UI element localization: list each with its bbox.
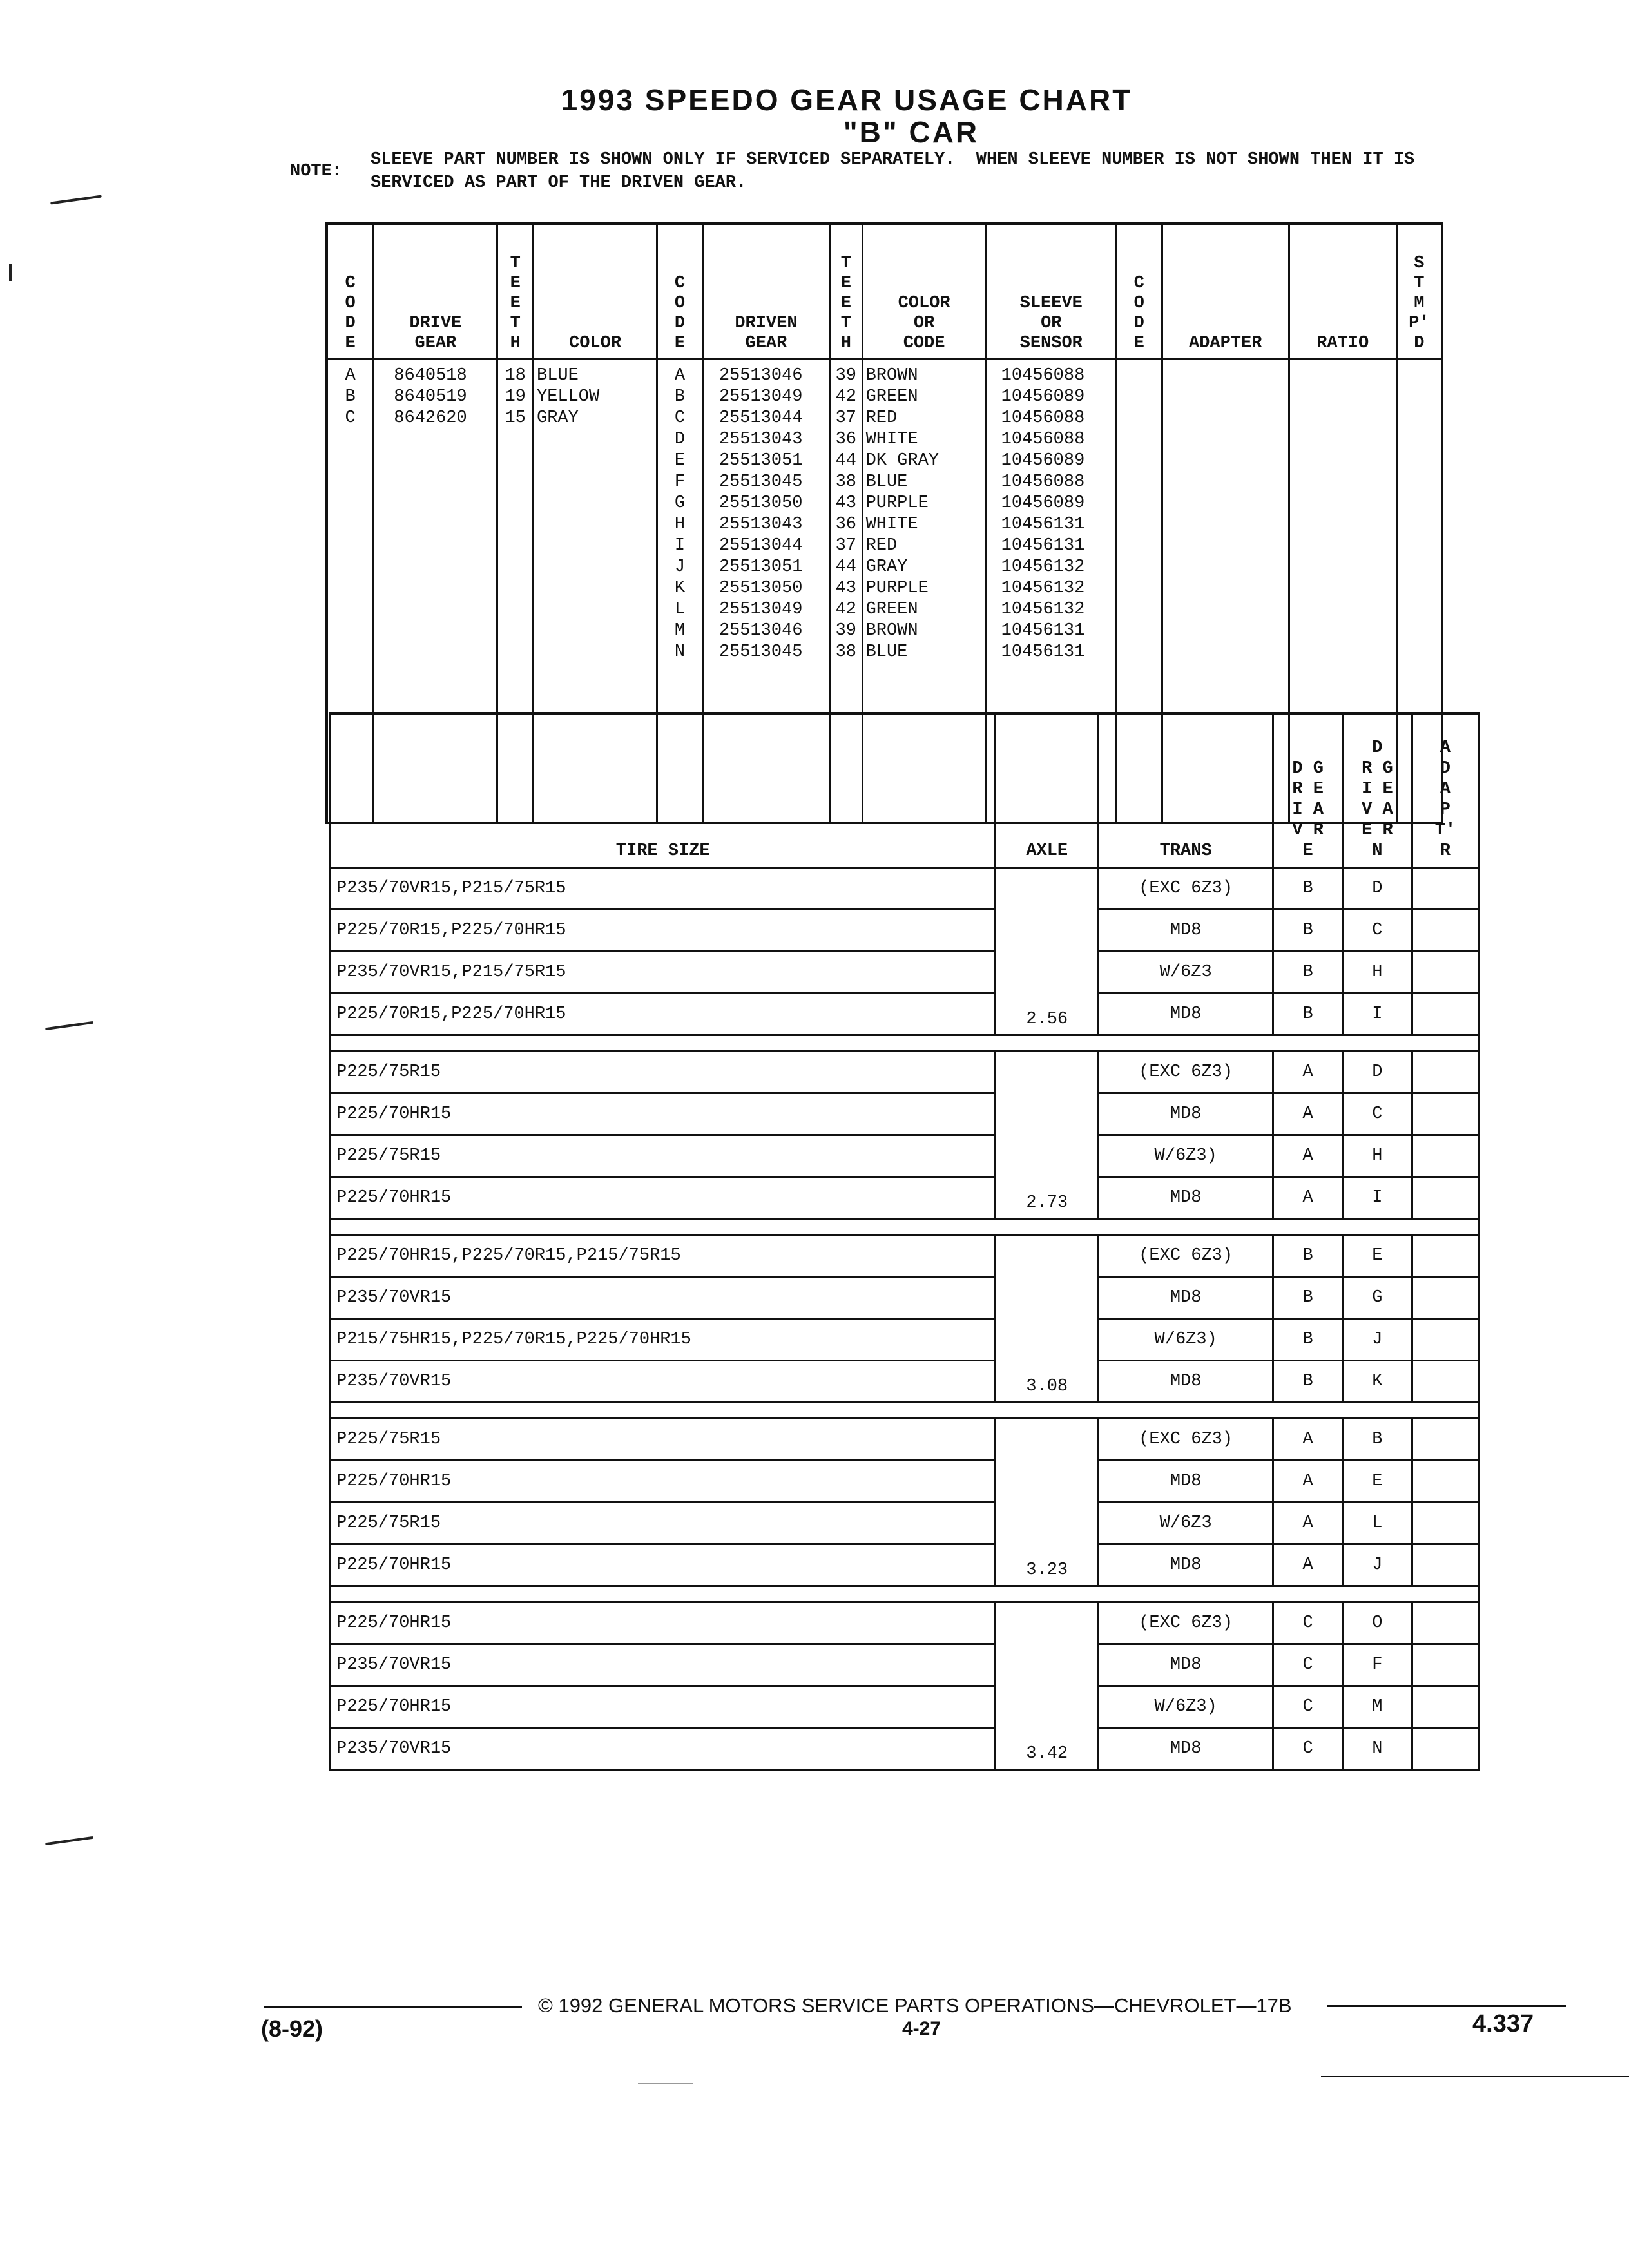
- tire-size-cell: P235/70VR15,P215/75R15: [330, 952, 996, 994]
- table-row: [330, 994, 1479, 1035]
- table-row: [330, 1602, 1479, 1644]
- tire-size-cell: P225/75R15: [330, 1503, 996, 1544]
- header-driven-gear: D R G I E V A E R N: [1343, 713, 1412, 868]
- header-ratio: RATIO: [1316, 334, 1369, 353]
- table-row: [330, 1135, 1479, 1177]
- trans-cell: (EXC 6Z3): [1099, 1052, 1273, 1093]
- tire-size-cell: P225/70HR15: [330, 1461, 996, 1503]
- driven-gear-cell: N: [1343, 1728, 1412, 1771]
- drive-gear-cell: B: [1273, 910, 1343, 952]
- axle-cell: 2.73: [996, 1052, 1099, 1219]
- driven-gear-cell: D: [1343, 1052, 1412, 1093]
- driven-gear-cell: F: [1343, 1644, 1412, 1686]
- footer-bottom-rule: [1321, 2076, 1629, 2077]
- header-code: C O D E: [345, 274, 356, 353]
- driven-color-column: BROWN GREEN RED WHITE DK GRAY BLUE PURPLE WHITE RED GRAY PURPLE GREEN BROWN BLUE: [862, 359, 986, 823]
- tire-size-cell: P225/70R15,P225/70HR15: [330, 994, 996, 1035]
- adapter-cell: [1412, 868, 1479, 910]
- header-sleeve-or-sensor: SLEEVE OR SENSOR: [1019, 294, 1083, 353]
- driven-code-column: A B C D E F G H I J K L M N: [657, 359, 703, 823]
- axle-cell: 3.42: [996, 1602, 1099, 1771]
- sleeve-column: 10456088 10456089 10456088 10456088 10456089 10456088 10456089 10456131 10456131 10456132 10456132 10456132 10456131 10456131: [986, 359, 1116, 823]
- note-label: NOTE:: [290, 162, 343, 181]
- header-drive-gear: D G R E I A V R E: [1273, 713, 1343, 868]
- trans-cell: MD8: [1099, 1277, 1273, 1319]
- header-drive-gear: DRIVE GEAR: [409, 314, 462, 353]
- trans-cell: MD8: [1099, 910, 1273, 952]
- trans-cell: W/6Z3: [1099, 1503, 1273, 1544]
- header-stmpd: S T M P' D: [1409, 254, 1430, 353]
- footer-section: 4.337: [1472, 2010, 1534, 2037]
- drive-gear-cell: B: [1273, 1277, 1343, 1319]
- trans-cell: (EXC 6Z3): [1099, 1602, 1273, 1644]
- drive-gear-cell: C: [1273, 1602, 1343, 1644]
- driven-gear-cell: G: [1343, 1277, 1412, 1319]
- drive-gear-cell: C: [1273, 1728, 1343, 1771]
- adapter-cell: [1412, 1319, 1479, 1361]
- drive-gear-cell: A: [1273, 1544, 1343, 1586]
- trans-cell: MD8: [1099, 1461, 1273, 1503]
- tire-size-cell: P225/70HR15: [330, 1177, 996, 1219]
- drive-gear-cell: B: [1273, 868, 1343, 910]
- driven-gear-cell: E: [1343, 1461, 1412, 1503]
- trans-cell: MD8: [1099, 1644, 1273, 1686]
- table-row: [330, 1503, 1479, 1544]
- group-separator: [330, 1403, 1479, 1419]
- table-row: [330, 868, 1479, 910]
- adapter-cell: [1412, 1235, 1479, 1277]
- driven-gear-cell: I: [1343, 1177, 1412, 1219]
- tire-size-cell: P225/75R15: [330, 1419, 996, 1461]
- adapter-cell: [1412, 910, 1479, 952]
- tire-size-cell: P235/70VR15: [330, 1361, 996, 1403]
- adapter-cell: [1412, 1686, 1479, 1728]
- note-line-2: SERVICED AS PART OF THE DRIVEN GEAR.: [371, 173, 747, 193]
- driven-gear-cell: C: [1343, 910, 1412, 952]
- adapter-cell: [1412, 1461, 1479, 1503]
- driven-gear-cell: E: [1343, 1235, 1412, 1277]
- drive-gear-cell: B: [1273, 952, 1343, 994]
- table-row: [330, 1319, 1479, 1361]
- adapter-cell: [1412, 1728, 1479, 1771]
- tire-size-cell: P225/70HR15: [330, 1093, 996, 1135]
- header-teeth: T E E T H: [510, 254, 521, 353]
- trans-cell: MD8: [1099, 1093, 1273, 1135]
- tire-size-cell: P225/75R15: [330, 1135, 996, 1177]
- trans-cell: MD8: [1099, 1728, 1273, 1771]
- header-tire-size: TIRE SIZE: [330, 713, 996, 868]
- header-color-or-code: COLOR OR CODE: [898, 294, 950, 353]
- adapter-cell: [1412, 1544, 1479, 1586]
- trans-cell: W/6Z3): [1099, 1686, 1273, 1728]
- tire-size-cell: P225/75R15: [330, 1052, 996, 1093]
- footer-rule-left: [264, 2006, 522, 2008]
- page-title: 1993 SPEEDO GEAR USAGE CHART: [561, 83, 1133, 117]
- trans-cell: MD8: [1099, 1361, 1273, 1403]
- driven-gear-cell: M: [1343, 1686, 1412, 1728]
- table-row: [330, 952, 1479, 994]
- table-row: [330, 1686, 1479, 1728]
- drive-color-column: BLUE YELLOW GRAY: [534, 359, 657, 823]
- page-subtitle: "B" CAR: [843, 115, 979, 149]
- adapter-cell: [1412, 1644, 1479, 1686]
- table-row: [330, 1544, 1479, 1586]
- header-axle: AXLE: [996, 713, 1099, 868]
- drive-gear-cell: A: [1273, 1093, 1343, 1135]
- driven-gear-cell: O: [1343, 1602, 1412, 1644]
- trans-cell: (EXC 6Z3): [1099, 868, 1273, 910]
- table-row: [330, 1093, 1479, 1135]
- drive-gear-column: 8640518 8640519 8642620: [374, 359, 497, 823]
- tire-size-cell: P215/75HR15,P225/70R15,P225/70HR15: [330, 1319, 996, 1361]
- separator-cell: [330, 1403, 1479, 1419]
- trans-cell: W/6Z3): [1099, 1135, 1273, 1177]
- driven-gear-cell: B: [1343, 1419, 1412, 1461]
- separator-cell: [330, 1586, 1479, 1602]
- adapter-cell: [1412, 1503, 1479, 1544]
- table-row: [330, 1461, 1479, 1503]
- drive-gear-cell: A: [1273, 1461, 1343, 1503]
- header-adapter: ADAPTER: [1189, 334, 1262, 353]
- driven-gear-cell: L: [1343, 1503, 1412, 1544]
- tire-size-cell: P225/70HR15: [330, 1544, 996, 1586]
- footer-rule-right: [1327, 2005, 1566, 2007]
- tire-size-cell: P225/70HR15,P225/70R15,P215/75R15: [330, 1235, 996, 1277]
- drive-gear-cell: A: [1273, 1503, 1343, 1544]
- driven-gear-cell: H: [1343, 952, 1412, 994]
- driven-gear-cell: J: [1343, 1319, 1412, 1361]
- drive-gear-cell: A: [1273, 1177, 1343, 1219]
- trans-cell: W/6Z3: [1099, 952, 1273, 994]
- adapter-cell: [1412, 1093, 1479, 1135]
- scan-mark: [45, 1836, 93, 1845]
- adapter-cell: [1412, 952, 1479, 994]
- separator-cell: [330, 1035, 1479, 1052]
- adapter-cell: [1412, 1177, 1479, 1219]
- group-separator: [330, 1219, 1479, 1235]
- adapter-cell: [1412, 1602, 1479, 1644]
- adapter-cell: [1412, 1419, 1479, 1461]
- driven-teeth-column: 39 42 37 36 44 38 43 36 37 44 43 42 39 38: [830, 359, 863, 823]
- adapter-cell: [1412, 994, 1479, 1035]
- table-row: [330, 1644, 1479, 1686]
- table-row: [330, 1419, 1479, 1461]
- table-row: [330, 1235, 1479, 1277]
- drive-gear-cell: A: [1273, 1419, 1343, 1461]
- table-row: [330, 1277, 1479, 1319]
- axle-cell: 2.56: [996, 868, 1099, 1035]
- adapter-cell: [1412, 1052, 1479, 1093]
- group-separator: [330, 1035, 1479, 1052]
- trans-cell: MD8: [1099, 994, 1273, 1035]
- drive-gear-cell: B: [1273, 994, 1343, 1035]
- scan-mark: [45, 1021, 93, 1030]
- drive-gear-cell: B: [1273, 1235, 1343, 1277]
- footer-page: 4-27: [902, 2018, 941, 2039]
- header-trans: TRANS: [1099, 713, 1273, 868]
- header-driven-gear: DRIVEN GEAR: [735, 314, 798, 353]
- scan-mark: [9, 264, 12, 281]
- driven-gear-cell: I: [1343, 994, 1412, 1035]
- driven-gear-cell: C: [1343, 1093, 1412, 1135]
- tire-size-cell: P225/70R15,P225/70HR15: [330, 910, 996, 952]
- table-row: [330, 910, 1479, 952]
- tire-size-cell: P235/70VR15: [330, 1644, 996, 1686]
- drive-gear-cell: C: [1273, 1644, 1343, 1686]
- trans-cell: (EXC 6Z3): [1099, 1419, 1273, 1461]
- drive-gear-cell: B: [1273, 1361, 1343, 1403]
- tire-size-cell: P235/70VR15,P215/75R15: [330, 868, 996, 910]
- drive-gear-cell: A: [1273, 1052, 1343, 1093]
- header-code: C O D E: [674, 274, 686, 353]
- axle-cell: 3.23: [996, 1419, 1099, 1586]
- tire-size-cell: P235/70VR15: [330, 1277, 996, 1319]
- driven-gear-column: 25513046 25513049 25513044 25513043 25513051 25513045 25513050 25513043 25513044 25513051 25513050 25513049 25513046 25513045: [702, 359, 829, 823]
- tire-size-cell: P235/70VR15: [330, 1728, 996, 1771]
- drive-code-column: A B C: [327, 359, 374, 823]
- group-separator: [330, 1586, 1479, 1602]
- tire-size-cell: P225/70HR15: [330, 1602, 996, 1644]
- adapter-cell: [1412, 1361, 1479, 1403]
- footer-copyright: © 1992 GENERAL MOTORS SERVICE PARTS OPERATIONS—CHEVROLET—17B: [538, 1994, 1292, 2017]
- scan-mark: [638, 2083, 693, 2084]
- trans-cell: (EXC 6Z3): [1099, 1235, 1273, 1277]
- table-row: [330, 1052, 1479, 1093]
- header-code: C O D E: [1133, 274, 1144, 353]
- table-row: [330, 1728, 1479, 1771]
- note-line-1: SLEEVE PART NUMBER IS SHOWN ONLY IF SERVICED SEPARATELY. WHEN SLEEVE NUMBER IS NOT SHOWN THEN IT IS: [371, 150, 1415, 169]
- adapter-cell: [1412, 1277, 1479, 1319]
- driven-gear-cell: K: [1343, 1361, 1412, 1403]
- axle-cell: 3.08: [996, 1235, 1099, 1403]
- trans-cell: W/6Z3): [1099, 1319, 1273, 1361]
- footer-date: (8-92): [261, 2015, 323, 2042]
- drive-gear-cell: C: [1273, 1686, 1343, 1728]
- usage-table: [329, 712, 1480, 1771]
- table-row: [330, 1177, 1479, 1219]
- driven-gear-cell: J: [1343, 1544, 1412, 1586]
- drive-teeth-column: 18 19 15: [497, 359, 534, 823]
- table-row: [330, 1361, 1479, 1403]
- header-teeth: T E E T H: [840, 254, 851, 353]
- drive-gear-cell: B: [1273, 1319, 1343, 1361]
- header-color: COLOR: [569, 334, 622, 353]
- tire-size-cell: P225/70HR15: [330, 1686, 996, 1728]
- adapter-cell: [1412, 1135, 1479, 1177]
- separator-cell: [330, 1219, 1479, 1235]
- driven-gear-cell: D: [1343, 868, 1412, 910]
- header-adaptr: A D A P T' R: [1412, 713, 1479, 868]
- scan-mark: [50, 195, 102, 204]
- trans-cell: MD8: [1099, 1544, 1273, 1586]
- drive-gear-cell: A: [1273, 1135, 1343, 1177]
- trans-cell: MD8: [1099, 1177, 1273, 1219]
- driven-gear-cell: H: [1343, 1135, 1412, 1177]
